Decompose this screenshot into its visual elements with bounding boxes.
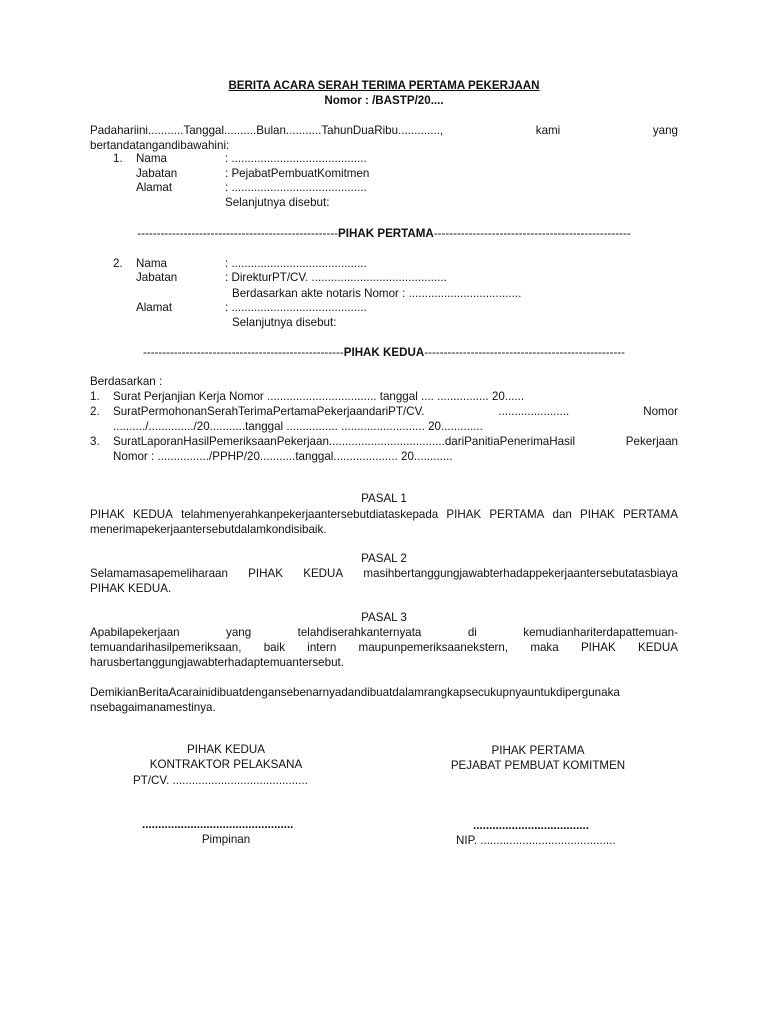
pasal1-word: telahmenyerahkanpekerjaantersebutdiataskepada: [181, 508, 439, 521]
party1-nama-label: Nama: [136, 152, 167, 165]
sign-left-company: PT/CV. ..........................................: [133, 774, 308, 787]
pasal2-word: KEDUA: [303, 567, 344, 580]
party2-nama-value: : ..........................................: [225, 257, 367, 270]
party2-divider: [0, 347, 768, 359]
party1-divider: [0, 228, 768, 240]
party2-jabatan-label: Jabatan: [136, 271, 178, 284]
pasal3-word: temuandarihasilpemeriksaan,: [90, 641, 242, 654]
intro-word-kami: kami: [535, 124, 561, 137]
divider-dashes-left: ----------------------------------------------------: [142, 346, 344, 359]
party1-number: 1.: [113, 152, 123, 165]
intro-word-yang: yang: [652, 124, 678, 137]
pasal1-line2: menerimapekerjaantersebutdalamkondisibaik.: [90, 523, 327, 536]
pasal3-word: Apabilapekerjaan: [90, 626, 180, 639]
pasal1-word: KEDUA: [132, 508, 173, 521]
pasal3-line1: [90, 627, 678, 639]
basis-heading: Berdasarkan :: [90, 375, 163, 388]
basis-item2-number: 2.: [90, 405, 100, 418]
pasal1-word: PERTAMA: [489, 508, 545, 521]
pasal1-word: PIHAK: [580, 508, 615, 521]
pasal3-word: baik: [263, 641, 285, 654]
party1-nama-value: : ..........................................: [225, 152, 367, 165]
pasal1-word: PIHAK: [446, 508, 482, 521]
divider-dashes-left: ----------------------------------------------------: [137, 227, 339, 240]
sign-left-signature-line: ...............................................: [142, 818, 294, 831]
pihak-kedua-label: PIHAK KEDUA: [343, 346, 425, 359]
document-number: Nomor : /BASTP/20....: [324, 94, 444, 107]
sign-right-title: PIHAK PERTAMA: [491, 744, 585, 757]
pasal2-word: PIHAK: [248, 567, 283, 580]
party2-alamat-value: : ..........................................: [225, 301, 367, 314]
pasal2-word: Selamamasapemeliharaan: [90, 567, 228, 580]
pasal2-heading: PASAL 2: [361, 552, 407, 565]
pasal3-line3: harusbertanggungjawabterhadaptemuantersebut.: [90, 656, 344, 669]
party2-number: 2.: [113, 257, 123, 270]
pasal3-word: KEDUA: [638, 641, 678, 654]
pasal3-word: kemudianhariterdapattemuan-: [523, 626, 678, 639]
basis-item2-line: [113, 406, 678, 418]
party2-selanjutnya: Selanjutnya disebut:: [232, 316, 337, 329]
pasal3-word: PIHAK: [580, 641, 616, 654]
pasal3-word: telahdiserahkanternyata: [297, 626, 422, 639]
pasal3-word: maka: [530, 641, 559, 654]
closing-line2: nsebagaimanamestinya.: [90, 701, 216, 714]
sign-left-title: PIHAK KEDUA: [187, 743, 265, 756]
pasal3-word: intern: [307, 641, 337, 654]
party2-nama-label: Nama: [136, 257, 167, 270]
pasal3-word: yang: [226, 626, 252, 639]
pasal1-heading: PASAL 1: [361, 492, 407, 505]
closing-line1: DemikianBeritaAcarainidibuatdengansebenarnyadandibuatdalamrangkapsecukupnyauntukdipergunaka: [90, 686, 620, 699]
pasal2-line2: PIHAK KEDUA.: [90, 582, 172, 595]
pasal1-word: PIHAK: [90, 508, 125, 521]
pihak-pertama-label: PIHAK PERTAMA: [338, 227, 434, 240]
basis-item2-dots: ......................: [498, 405, 570, 418]
party1-alamat-label: Alamat: [136, 181, 173, 194]
sign-right-nip: NIP. ..........................................: [456, 834, 616, 847]
party2-jabatan-value: : DirekturPT/CV. ..........................................: [225, 271, 447, 284]
pasal3-heading: PASAL 3: [361, 611, 407, 624]
divider-dashes-right: ---------------------------------------------------: [433, 227, 631, 240]
basis-item1-number: 1.: [90, 390, 100, 403]
basis-item3-line2: Nomor : ................/PPHP/20...........tanggal.................... 20............: [113, 450, 453, 463]
party1-alamat-value: : ..........................................: [225, 181, 367, 194]
party1-jabatan-value: : PejabatPembuatKomitmen: [225, 167, 370, 180]
basis-item2-text: SuratPermohonanSerahTerimaPertamaPekerjaandariPT/CV.: [113, 405, 425, 418]
sign-right-role: PEJABAT PEMBUAT KOMITMEN: [450, 759, 626, 772]
party2-alamat-label: Alamat: [136, 301, 173, 314]
intro-date-text: Padahariini...........Tanggal..........Bulan...........TahunDuaRibu.............,: [90, 124, 444, 137]
basis-item1-text: Surat Perjanjian Kerja Nomor .................................. tanggal .... ................ 20......: [113, 390, 525, 403]
pasal1-line1: [90, 509, 678, 521]
document-title: BERITA ACARA SERAH TERIMA PERTAMA PEKERJAAN: [228, 79, 540, 92]
basis-item3-pekerjaan: Pekerjaan: [625, 435, 678, 448]
pasal1-word: dan: [552, 508, 572, 521]
basis-item3-number: 3.: [90, 435, 100, 448]
intro-line-2: bertandatangandibawahini:: [90, 139, 230, 152]
divider-dashes-right: ----------------------------------------------------: [424, 346, 626, 359]
party1-jabatan-label: Jabatan: [136, 167, 178, 180]
basis-item3-line: [113, 436, 678, 448]
party2-akte: Berdasarkan akte notaris Nomor : ...................................: [232, 287, 522, 300]
basis-item2-line2: ........../............../20...........tanggal ................ .......................... 20.............: [113, 420, 483, 433]
pasal3-word: maupunpemeriksaanekstern,: [358, 641, 509, 654]
intro-line: [90, 125, 678, 137]
pasal1-word: PERTAMA: [622, 508, 678, 521]
sign-left-role: KONTRAKTOR PELAKSANA: [149, 758, 303, 771]
pasal3-word: di: [467, 626, 477, 639]
pasal2-line1: [90, 568, 678, 580]
party1-selanjutnya: Selanjutnya disebut:: [225, 196, 330, 209]
sign-right-signature-line: ....................................: [473, 819, 589, 832]
basis-item3-text: SuratLaporanHasilPemeriksaanPekerjaan....................................dariPanitiaPenerimaHasil: [113, 435, 576, 448]
pasal3-line2: [90, 642, 678, 654]
basis-item2-nomor: Nomor: [643, 405, 678, 418]
pasal2-word: masihbertanggungjawabterhadappekerjaantersebutatasbiaya: [363, 567, 678, 580]
sign-left-name: Pimpinan: [201, 833, 251, 846]
